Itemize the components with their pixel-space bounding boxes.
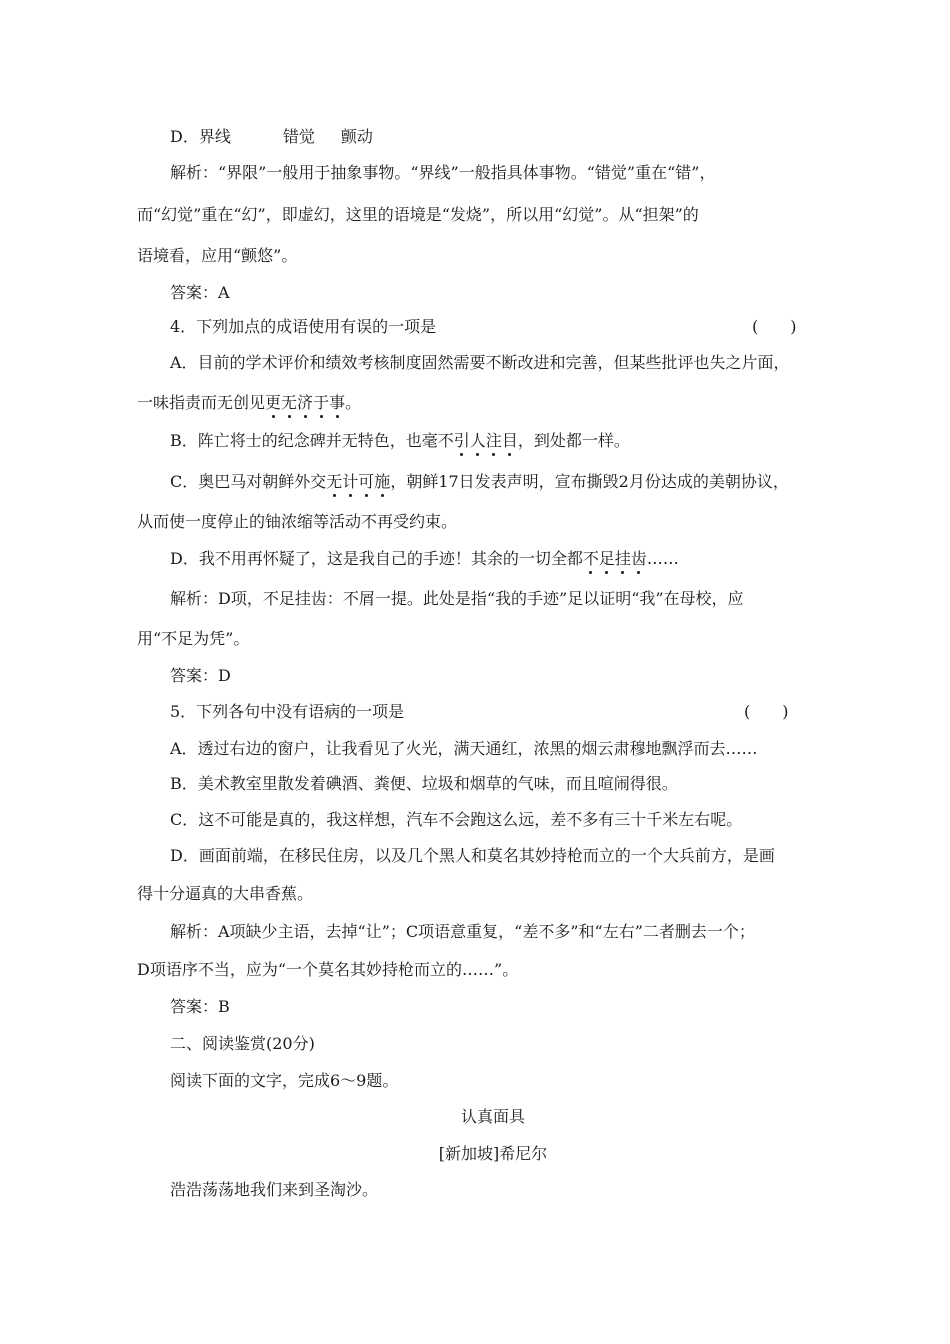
q5-stem: 5．下列各句中没有语病的一项是 — [170, 702, 405, 721]
emphasis-dot-char: 不 — [582, 549, 599, 568]
emphasis-dot-char: 足 — [598, 549, 615, 568]
q4-option-c-text: C．奥巴马对朝鲜外交 — [170, 472, 327, 491]
emphasis-dot-char: 引 — [453, 431, 470, 450]
q5-option-b: B．美术教室里散发着碘酒、粪便、垃圾和烟草的气味，而且喧闹得很。 — [170, 774, 678, 793]
q4-option-d-end: …… — [646, 549, 679, 568]
emphasis-dot-char: 无 — [281, 393, 298, 412]
q4-option-c-idiom — [326, 472, 390, 491]
q4-option-b — [170, 431, 860, 451]
q5-option-d-line-1: D．画面前端，在移民住房，以及几个黑人和莫名其妙持枪而立的一个大兵前方，是画 — [170, 846, 775, 865]
emphasis-dot-char: 齿 — [630, 549, 647, 568]
q4-answer: 答案：D — [170, 666, 231, 685]
q3-analysis-line-3: 语境看，应用“颤悠”。 — [137, 246, 298, 265]
q3-option-d — [170, 127, 860, 147]
emphasis-dot-char: 济 — [297, 393, 314, 412]
q4-option-c-line-1 — [170, 472, 860, 492]
passage-first-line: 浩浩荡荡地我们来到圣淘沙。 — [170, 1180, 379, 1199]
q3-analysis-line-2: 而“幻觉”重在“幻”，即虚幻，这里的语境是“发烧”，所以用“幻觉”。从“担架”的 — [137, 205, 699, 224]
q5-answer: 答案：B — [170, 997, 230, 1016]
q4-option-a-line-2 — [137, 393, 827, 413]
q4-option-c-end: ，朝鲜17日发表声明，宣布撕毁2月份达成的美朝协议， — [390, 472, 789, 491]
emphasis-dot-char: 无 — [326, 472, 343, 491]
q3-answer: 答案：A — [170, 283, 230, 302]
emphasis-dot-char: 注 — [485, 431, 502, 450]
q3-analysis-line-1: 解析：“界限”一般用于抽象事物。“界线”一般指具体事物。“错觉”重在“错”， — [170, 163, 716, 182]
emphasis-dot-char: 可 — [358, 472, 375, 491]
q4-option-a-line-1: A．目前的学术评价和绩效考核制度固然需要不断改进和完善，但某些批评也失之片面， — [170, 353, 790, 372]
emphasis-dot-char: 事 — [329, 393, 346, 412]
q4-option-a-idiom — [265, 393, 345, 412]
q4-option-d — [170, 549, 860, 569]
emphasis-dot-char: 挂 — [614, 549, 631, 568]
q3-option-d-word2: 错觉 — [282, 127, 315, 146]
emphasis-dot-char: 目 — [501, 431, 518, 450]
emphasis-dot-char: 施 — [374, 472, 391, 491]
q4-option-b-text: B．阵亡将士的纪念碑并无特色，也毫不 — [170, 431, 454, 450]
q4-stem: 4．下列加点的成语使用有误的一项是 — [170, 317, 437, 336]
q5-answer-blank: ( ) — [744, 702, 789, 721]
q4-option-a-text: 一味指责而无创见 — [137, 393, 266, 412]
emphasis-dot-char: 于 — [313, 393, 330, 412]
q3-option-d-word3: 颤动 — [340, 127, 373, 146]
q5-option-d-line-2: 得十分逼真的大串香蕉。 — [137, 884, 314, 903]
passage-author: [新加坡]希尼尔 — [438, 1144, 548, 1163]
q4-analysis-line-2: 用“不足为凭”。 — [137, 629, 250, 648]
q4-option-c-line-2: 从而使一度停止的铀浓缩等活动不再受约束。 — [137, 512, 458, 531]
q4-option-a-end: 。 — [345, 393, 362, 412]
section-2-heading: 二、阅读鉴赏(20分) — [170, 1034, 315, 1053]
q4-answer-blank: ( ) — [752, 317, 797, 336]
emphasis-dot-char: 更 — [265, 393, 282, 412]
q4-option-b-end: ，到处都一样。 — [517, 431, 630, 450]
emphasis-dot-char: 计 — [342, 472, 359, 491]
q4-option-d-text: D．我不用再怀疑了，这是我自己的手迹！其余的一切全都 — [170, 549, 583, 568]
emphasis-dot-char: 人 — [469, 431, 486, 450]
q5-option-c: C．这不可能是真的，我这样想，汽车不会跑这么远，差不多有三十千米左右呢。 — [170, 810, 743, 829]
q5-analysis-line-2: D项语序不当，应为“一个莫名其妙持枪而立的……”。 — [137, 960, 519, 979]
q3-option-d-label: D．界线 — [170, 127, 231, 146]
passage-title: 认真面具 — [460, 1107, 525, 1126]
q5-analysis-line-1: 解析：A项缺少主语，去掉“让”；C项语意重复，“差不多”和“左右”二者删去一个； — [170, 922, 755, 941]
q4-option-b-idiom — [454, 431, 518, 450]
q5-option-a: A．透过右边的窗户，让我看见了火光，满天通红，浓黑的烟云肃穆地飘浮而去…… — [170, 739, 758, 758]
reading-instruction: 阅读下面的文字，完成6～9题。 — [170, 1071, 399, 1090]
q4-option-d-idiom — [583, 549, 647, 568]
q4-analysis-line-1: 解析：D项，不足挂齿：不屑一提。此处是指“我的手迹”足以证明“我”在母校，应 — [170, 589, 744, 608]
